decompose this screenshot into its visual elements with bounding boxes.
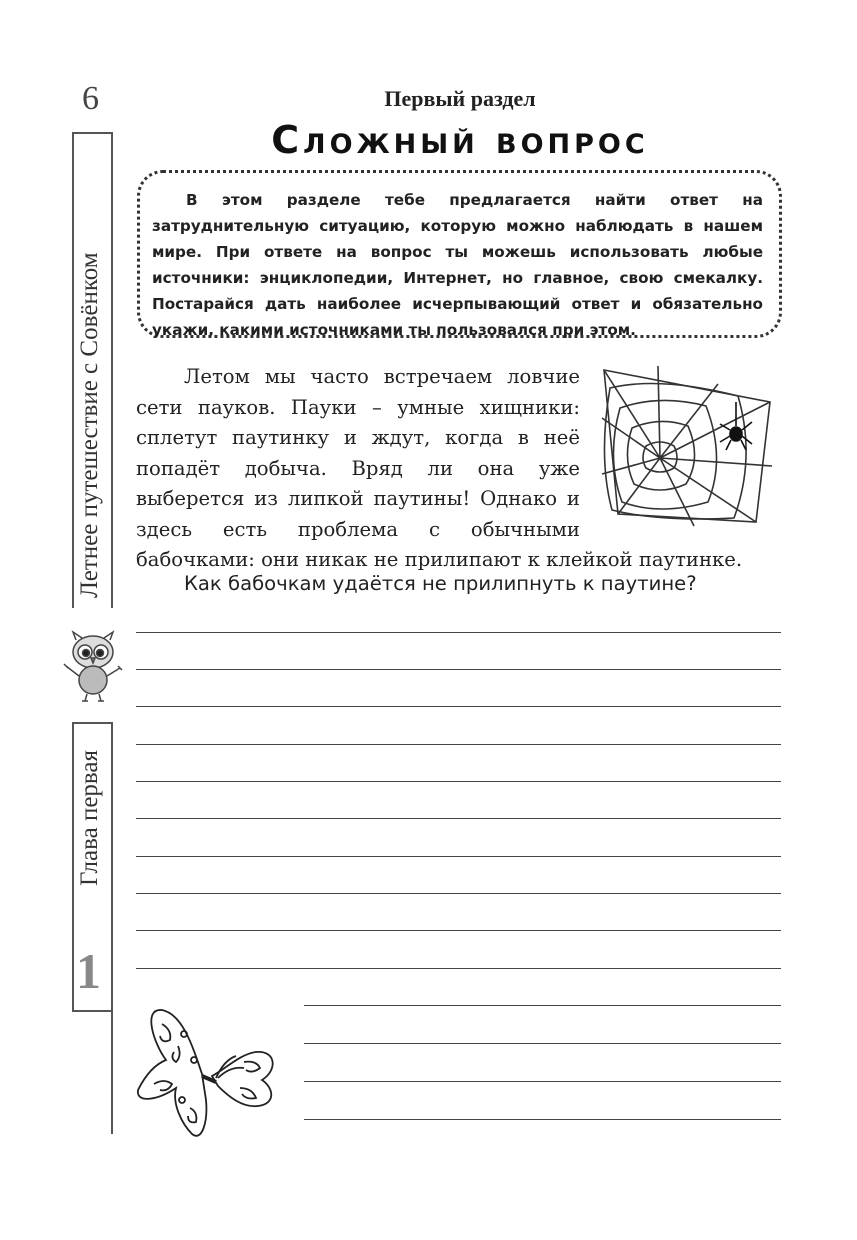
answer-line[interactable] bbox=[136, 930, 781, 931]
answer-line[interactable] bbox=[136, 781, 781, 782]
intro-text: Летом мы часто встречаем ловчие сети пауков. Пауки – умные хищники: сплетут паутинку и ждут, когда в неё попадёт добыча. Вряд ли она уже выберется из липкой паутины! Однако и здесь есть проблема с обычными бабочками: они никак не прилипают к клейкой паутинке. bbox=[136, 365, 743, 571]
answer-line[interactable] bbox=[136, 632, 781, 633]
answer-line[interactable] bbox=[304, 1043, 781, 1044]
section-title: Сложный вопрос bbox=[271, 118, 649, 162]
answer-line[interactable] bbox=[136, 968, 781, 969]
chapter-number: 1 bbox=[76, 943, 101, 999]
side-cap-top bbox=[72, 132, 113, 134]
answer-line[interactable] bbox=[136, 744, 781, 745]
side-border-bottom bbox=[72, 722, 74, 1012]
margin-line-bottom bbox=[111, 722, 113, 1134]
series-title: Летнее путешествие с Совёнком bbox=[76, 252, 103, 598]
answer-line[interactable] bbox=[304, 1081, 781, 1082]
intro-block bbox=[136, 362, 776, 576]
section-label: Первый раздел bbox=[384, 86, 536, 111]
answer-line[interactable] bbox=[304, 1119, 781, 1120]
answer-line[interactable] bbox=[136, 669, 781, 670]
side-border-top bbox=[72, 132, 74, 608]
page-number: 6 bbox=[82, 80, 99, 117]
info-text: В этом разделе тебе предлагается найти ответ на затруднительную ситуацию, которую можно наблюдать в нашем мире. При ответе на вопрос ты можешь использовать любые источники: энциклопедии, Интернет, но главное, свою смекалку. Постарайся дать наиболее исчерпывающий ответ и обязательно укажи, какими источниками ты пользовался при этом. bbox=[152, 191, 763, 339]
owl-icon bbox=[60, 626, 126, 704]
info-box bbox=[137, 170, 782, 338]
answer-line[interactable] bbox=[304, 1005, 781, 1006]
question-text: Как бабочкам удаётся не прилипнуть к паутине? bbox=[184, 572, 697, 595]
answer-line[interactable] bbox=[136, 893, 781, 894]
side-cap-mid bbox=[72, 722, 113, 724]
side-cap-bottom bbox=[72, 1010, 113, 1012]
spider-web-icon bbox=[598, 362, 776, 530]
answer-line[interactable] bbox=[136, 818, 781, 819]
answer-line[interactable] bbox=[136, 706, 781, 707]
butterfly-icon bbox=[132, 1004, 280, 1144]
chapter-title: Глава первая bbox=[76, 750, 103, 887]
answer-line[interactable] bbox=[136, 856, 781, 857]
margin-line-top bbox=[111, 132, 113, 608]
